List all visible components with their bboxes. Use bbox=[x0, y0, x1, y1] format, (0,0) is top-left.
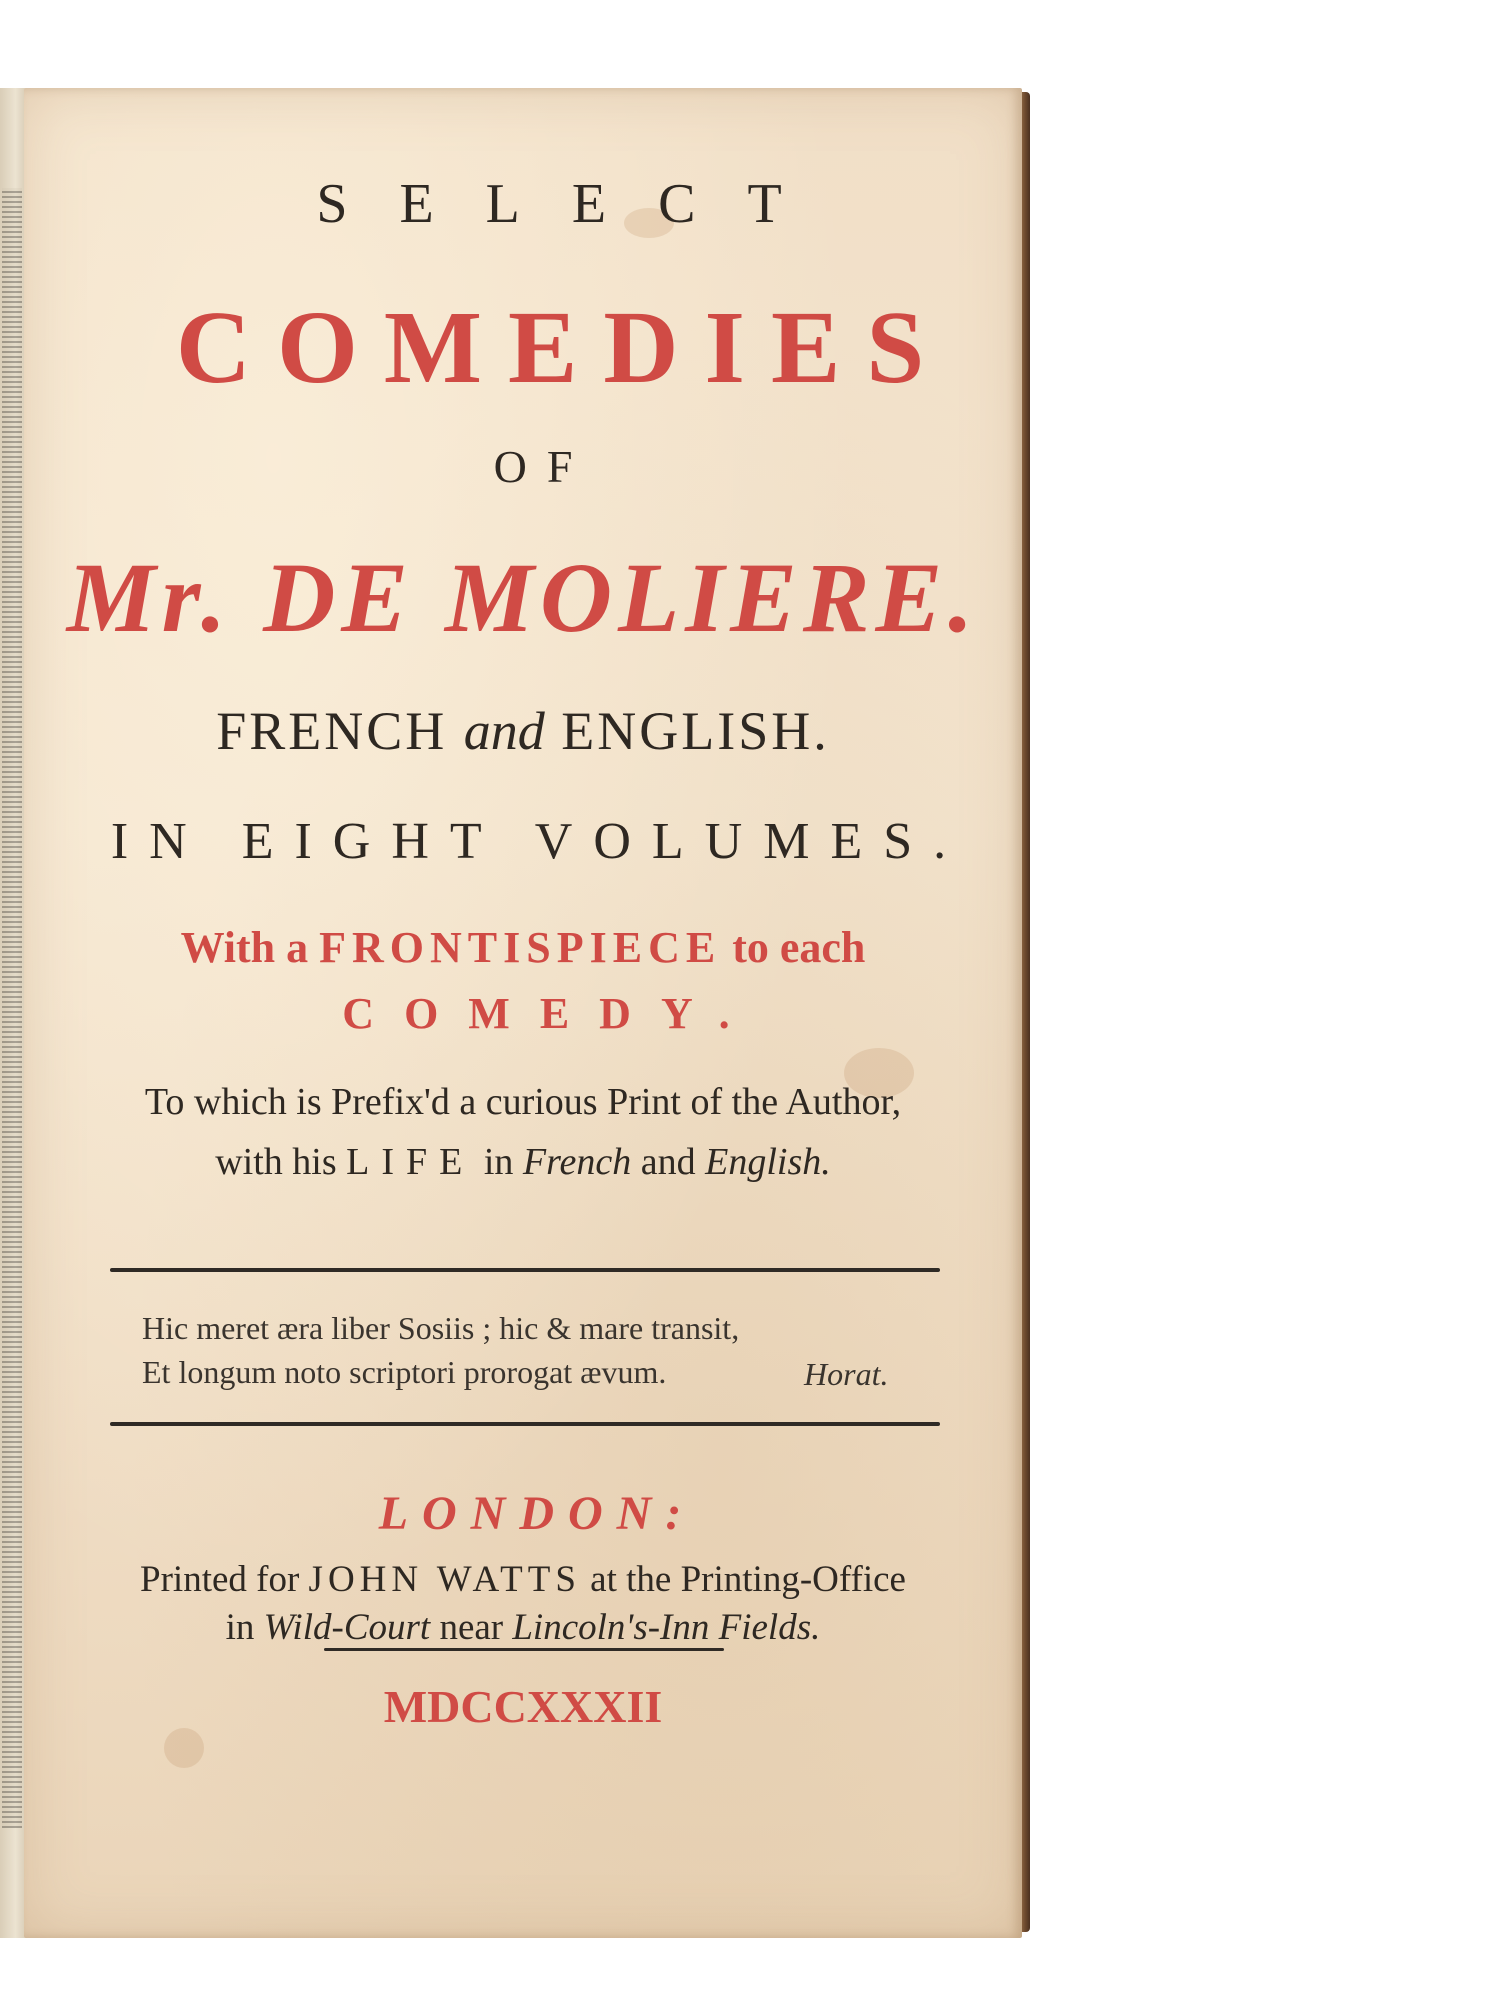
printed-post: at the Printing-Office bbox=[590, 1559, 906, 1600]
title-french-english bbox=[24, 700, 1022, 762]
motto-attribution: Horat. bbox=[804, 1356, 889, 1392]
french-word: FRENCH bbox=[216, 701, 448, 761]
motto-line-2: Et longum noto scriptori prorogat ævum. bbox=[142, 1354, 667, 1390]
and-word: and bbox=[463, 701, 545, 761]
divider-rule-short bbox=[324, 1648, 724, 1651]
frontispiece-line bbox=[24, 922, 1022, 973]
title-select: SELECT bbox=[316, 173, 834, 235]
life-in: in bbox=[483, 1141, 514, 1183]
frontis-caps: FRONTISPIECE bbox=[319, 923, 722, 972]
frontispiece-engraving-edge bbox=[2, 188, 22, 1828]
life-and: and bbox=[640, 1141, 696, 1183]
title-comedies: COMEDIES bbox=[175, 290, 951, 405]
imprint-address-line bbox=[24, 1606, 1022, 1649]
motto-line-1: Hic meret æra liber Sosiis ; hic & mare transit, bbox=[142, 1310, 740, 1346]
life-french: French bbox=[522, 1141, 632, 1183]
english-word: ENGLISH. bbox=[561, 701, 830, 761]
title-of: OF bbox=[493, 441, 593, 492]
printed-pre: Printed for bbox=[140, 1559, 300, 1600]
address-place: Wild-Court bbox=[263, 1607, 431, 1648]
imprint-city: LONDON: bbox=[378, 1487, 696, 1540]
facing-page-edge bbox=[0, 88, 27, 1938]
life-pre: with his bbox=[215, 1141, 337, 1183]
divider-rule-bottom bbox=[110, 1422, 940, 1426]
title-author: Mr. DE MOLIERE. bbox=[66, 542, 980, 653]
foxing-spot bbox=[164, 1728, 204, 1768]
title-page bbox=[24, 88, 1022, 1938]
title-comedy: COMEDY. bbox=[342, 989, 760, 1038]
address-pre: in bbox=[225, 1607, 255, 1648]
imprint-date: MDCCXXXII bbox=[383, 1681, 663, 1732]
life-caps: LIFE bbox=[346, 1141, 475, 1183]
address-near: near bbox=[439, 1607, 504, 1648]
frontis-pre: With a bbox=[180, 923, 309, 972]
life-line bbox=[24, 1140, 1022, 1184]
printer-name: JOHN WATTS bbox=[308, 1559, 581, 1600]
divider-rule-top bbox=[110, 1268, 940, 1272]
address-fields: Lincoln's-Inn Fields. bbox=[512, 1607, 821, 1648]
imprint-printed-line bbox=[24, 1558, 1022, 1601]
title-volumes: IN EIGHT VOLUMES. bbox=[110, 813, 968, 870]
frontis-post: to each bbox=[732, 923, 866, 972]
prefix-line: To which is Prefix'd a curious Print of the Author, bbox=[144, 1081, 902, 1123]
life-english: English. bbox=[705, 1141, 831, 1183]
